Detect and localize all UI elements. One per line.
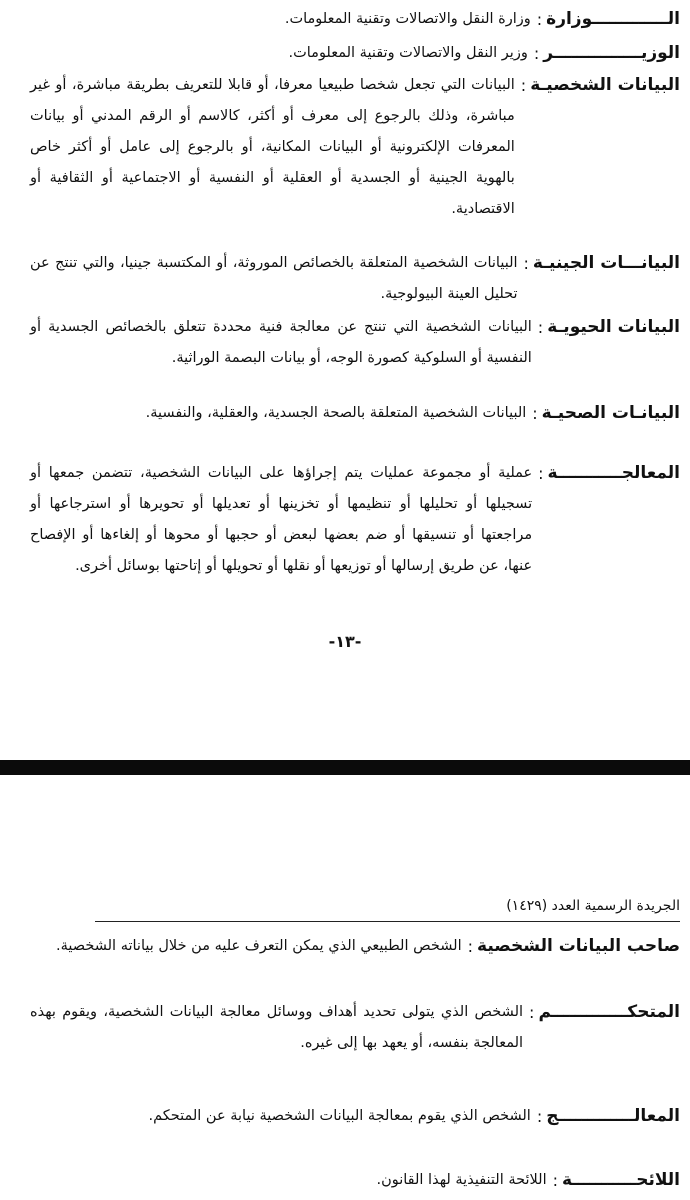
definition-text: الشخص الذي يتولى تحديد أهداف ووسائل معالجة البيانات الشخصية، ويقوم بهذه المعالجة بنفسه، أو يعهد بها إلى غيره. xyxy=(30,1004,524,1051)
definition-ministry xyxy=(30,4,680,35)
lower-page xyxy=(0,775,690,1200)
definition-text: البيانات الشخصية التي تنتج عن معالجة فنية محددة تتعلق بالخصائص الجسدية أو النفسية أو السلوكية كصورة الوجه، أو بيانات البصمة الوراثية. xyxy=(30,319,532,366)
definition-text: وزارة النقل والاتصالات وتقنية المعلومات. xyxy=(284,11,531,27)
definition-colon: : xyxy=(536,1107,543,1126)
definition-colon: : xyxy=(532,404,538,423)
gazette-header: الجريدة الرسمية العدد (١٤٢٩) xyxy=(95,891,680,922)
definition-processing xyxy=(30,458,680,582)
definition-term: الـــــــــــــوزارة xyxy=(546,9,680,29)
definition-term: المعالـــــــــــــج xyxy=(546,1106,680,1126)
definition-text: البيانات الشخصية المتعلقة بالصحة الجسدية، والعقلية، والنفسية. xyxy=(145,405,527,421)
definition-term: البيانـــات الجينيـة xyxy=(532,253,680,273)
definition-text: عملية أو مجموعة عمليات يتم إجراؤها على البيانات الشخصية، تتضمن جمعها أو تسجيلها أو تحليلها أو تنظيمها أو تخزينها أو تعديلها أو تحويرها أو استرجاعها أو مراجعتها أو تنسيقها أو ضم بعضها لبعض أو حجبها أو محوها أو إلغاءها أو الإفصاح عنها، عن طريق إرسالها أو توزيعها أو نقلها أو تحويلها أو إتاحتها بوسائل أخرى. xyxy=(30,465,533,574)
definition-personal-data xyxy=(30,70,680,225)
definition-term: المتحكـــــــــــــم xyxy=(538,1002,680,1022)
definition-colon: : xyxy=(533,44,540,63)
definition-term: البيانـات الصحيـة xyxy=(541,403,680,423)
definition-data-subject xyxy=(30,931,680,962)
definition-minister xyxy=(30,38,680,69)
definition-text: اللائحة التنفيذية لهذا القانون. xyxy=(376,1172,547,1188)
definition-health-data xyxy=(30,398,680,429)
definition-biometric-data xyxy=(30,312,680,374)
definition-colon: : xyxy=(529,1003,535,1022)
definition-term: صاحب البيانات الشخصية xyxy=(477,936,680,956)
definition-colon: : xyxy=(467,937,474,956)
definition-colon: : xyxy=(536,10,543,29)
definition-text: وزير النقل والاتصالات وتقنية المعلومات. xyxy=(288,45,528,61)
definition-colon: : xyxy=(552,1171,559,1190)
definition-term: اللائحـــــــــــة xyxy=(562,1170,680,1190)
definition-text: البيانات التي تجعل شخصا طبيعيا معرفا، أو قابلا للتعريف بطريقة مباشرة، أو غير مباشرة، وذلك بالرجوع إلى معرف أو أكثر، كالاسم أو الرقم المدني أو بيانات المعرفات الإلكترونية أو البيانات المكانية، أو بالرجوع إلى عامل أو أكثر خاص بالهوية الجينية أو الجسدية أو العقلية أو النفسية أو الاجتماعية أو الثقافية أو الاقتصادية. xyxy=(30,77,515,217)
definition-text: الشخص الطبيعي الذي يمكن التعرف عليه من خلال بياناته الشخصية. xyxy=(56,938,462,954)
definition-controller xyxy=(30,997,680,1059)
definition-text: الشخص الذي يقوم بمعالجة البيانات الشخصية نيابة عن المتحكم. xyxy=(148,1108,531,1124)
definition-colon: : xyxy=(523,254,529,273)
definition-regulation xyxy=(30,1165,680,1196)
definition-text: البيانات الشخصية المتعلقة بالخصائص الموروثة، أو المكتسبة جينيا، والتي تنتج عن تحليل العينة البيولوجية. xyxy=(30,255,518,302)
definition-term: المعالجـــــــــــة xyxy=(547,463,680,483)
definition-genetic-data xyxy=(30,248,680,310)
definition-term: البيانات الشخصيـة xyxy=(530,75,680,95)
definition-term: البيانات الحيويـة xyxy=(547,317,680,337)
definition-term: الوزيـــــــــــــــر xyxy=(543,43,680,63)
definition-processor xyxy=(30,1101,680,1132)
definition-colon: : xyxy=(538,464,544,483)
definition-colon: : xyxy=(537,318,544,337)
page-separator xyxy=(0,760,690,775)
definition-colon: : xyxy=(520,76,527,95)
page-number: -١٣- xyxy=(328,632,362,651)
